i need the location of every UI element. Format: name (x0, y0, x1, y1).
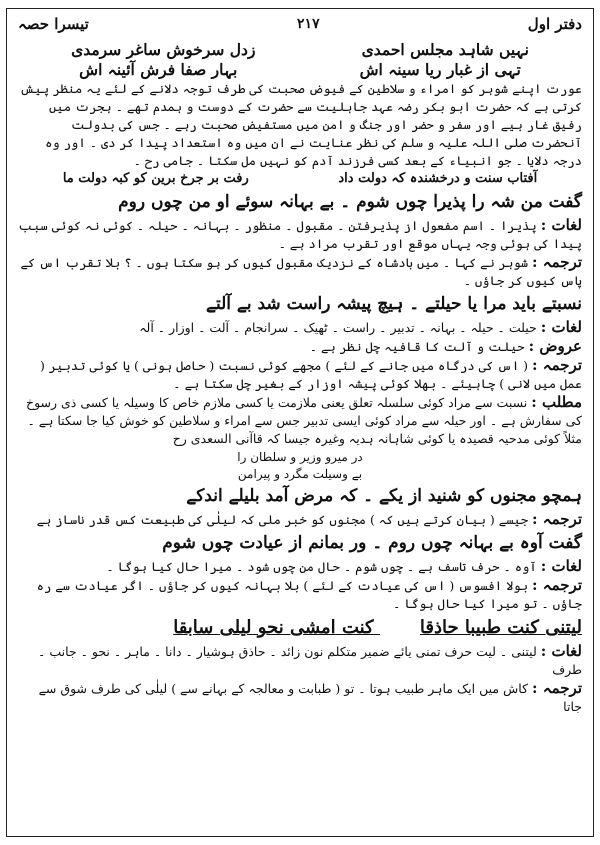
lughat-text: حیلت ۔ حیلہ ۔ بہانہ ۔ تدبیر ۔ راست ۔ ٹھیک ۔ سرانجام ۔ آلت ۔ اوزار ۔ آلہ (139, 320, 537, 335)
masnavi-verse: گفت من شہ را پذیرا چوں شوم ۔ بے بہانہ سوئے او من چوں روم (118, 192, 582, 212)
commentary-paragraph: عورت اپنے شوہر کو امراء و سلاطین کے فیوض صحبت کی طرف توجہ دلانے کے لئے یہ منظر پیش کرتی ہے کہ حضرت ابو بکر رضہ عہد جاہلیت سے حضرت کے دوست و ہمدم تھے ۔ ہجرت میں رفیق غار ہیے اور سفر و حضر اور جنگ و امن میں مستفیض صحبت رہے ۔ جس کی بدولت آنحضرت صلی اللہ علیہ و سلم کی نظر عنایت نے ان میں وہ استعداد پیدا کر دی ۔ اور وہ درجہ دلایا ۔ جو انبیاء کے بعد کسی فرزند آدم کو نہیں مل سکتا ۔ جامی رح ۔ (19, 81, 582, 168)
masnavi-verse: گفت آوہ بے بہانہ چوں روم ۔ ور بمانم از عیادت چوں شوم (162, 533, 582, 553)
masnavi-verse: نسبتے باید مرا یا حیلتے ۔ ہیچ پیشہ راست شد بے آلتے (205, 294, 582, 314)
tarjuma-text: کاش میں ایک ماہر طبیب ہوتا ۔ تو ( طبابت و معالجہ کے بہانے سے ) لیلٰی کی طرف شوق سے جاتا (38, 681, 582, 714)
tarjuma-label: ترجمہ : (532, 679, 582, 697)
matlab-label: مطلب : (531, 393, 582, 411)
lughat-label: لغات : (540, 318, 582, 336)
tarjuma-label: ترجمہ : (532, 510, 582, 528)
lughat-text: لیتنی ۔ لیت حرف تمنی یائے ضمیر متکلم نون زائد ۔ حاذق ہوشیار ۔ دانا ۔ ماہر ۔ نحو ۔ جانب ۔ طرف (38, 644, 582, 677)
arabic-verse-line: کنت امشی نحو لیلی سابقا (173, 617, 374, 638)
lughat-text: پذیرا ۔ اسم مفعول از پذیرفتن ۔ مقبول ۔ منظور ۔ بہانہ ۔ حیلہ ۔ کوئی نہ کوئی سبب پیدا کی ہوئی وجہ یہاں موقع اور تقرب مراد ہے ۔ (18, 218, 582, 251)
header-part-title: تیسرا حصہ (18, 15, 89, 33)
verse-line: رفت بر جرخ برین کو کبہ دولت ما (62, 171, 249, 186)
tarjuma-text: جیسے ( بیان کرتے ہیں کہ ) مجنوں کو خبر ملی کہ لیلٰی کی طبیعت کس قدر ناساز ہے (36, 512, 529, 527)
verse-couplet (18, 170, 582, 188)
verse-line: آفتاب سنت و درخشندہ کہ دولت داد (338, 171, 538, 186)
verse-couplet (18, 60, 582, 80)
verse-line: تہی از غبار ریا سینہ اش (359, 60, 521, 79)
masnavi-verse: ہمچو مجنوں کو شنید از یکے ۔ کہ مرض آمد بلیلے اندکے (186, 486, 582, 506)
page-header (18, 12, 582, 36)
tarjuma-label: ترجمہ : (532, 356, 582, 374)
matlab-text: نسبت سے مراد کوئی سلسلہ تعلق یعنی ملازمت یا کسی ملازم خاص کا وسیلہ یا کسی ذی رسوخ کی سفارش ہے ۔ اور حیلہ سے مراد کوئی ایسی تدبیر جس سے امراء و سلاطین کو خوش کیا جا سکتا ہے ۔ مثلاً کوئی مدحیہ قصیدہ یا کوئی شاہانہ ہدیہ وغیرہ جیسا کہ قاآنی السعدی رح (26, 395, 582, 446)
header-book-title: دفتر اول (527, 15, 582, 33)
aruz-text: حیلت و آلت کا قافیہ چل نظر ہے ۔ (309, 339, 525, 354)
verse-line: زدل سرخوش ساغر سرمدی (71, 40, 256, 59)
verse-couplet (18, 40, 582, 60)
page-body (18, 40, 582, 837)
lughat-label: لغات : (540, 642, 582, 660)
tarjuma-text: شوہر نے کہا ۔ میں بادشاہ کے نزدیک مقبول کیوں کر ہو سکتا ہوں ۔ ؟ بلا تقرب اس کے پاس کیوں کر جاؤں ۔ (20, 255, 582, 288)
verse-line: در میرو وزیر و سلطان را (237, 450, 363, 464)
verse-line: نہیں شاہد مجلس احمدی (361, 40, 529, 59)
tarjuma-label: ترجمہ : (532, 576, 582, 594)
verse-line: بے وسیلت مگرد و پیرامن (237, 467, 363, 481)
verse-line: بہار صفا فرش آئینہ اش (79, 60, 238, 79)
arabic-verse-line: لیتنی کنت طبیبا حاذقا (419, 617, 582, 638)
page-number: ۲۱۷ (297, 16, 320, 32)
lughat-label: لغات : (540, 557, 582, 575)
lughat-label: لغات : (540, 216, 582, 234)
tarjuma-text: ( اس کی درگاہ میں جانے کے لئے ) مجھے کوئی نسبت ( حاصل ہونی ) یا کوئی تدبیر ( عمل میں لانی ) چاہیئے ۔ بھلا کوئی پیشہ اوزار کے بغیر چل سکتا ہے ۔ (40, 358, 582, 391)
tarjuma-text: بولا افسوس ( اس کی عیادت کے لئے ) بلا بہانہ کیوں کر جاؤں ۔ اگر عیادت سے رہ جاؤں ۔ تو میرا کیا حال ہوگا ۔ (36, 578, 582, 611)
lughat-text: آوہ ۔ حرف تاسف ہے ۔ چوں شوم ۔ حال من چوں شود ۔ میرا حال کیا ہوگا ۔ (106, 559, 537, 574)
arabic-verse (18, 615, 582, 640)
aruz-label: عروض : (528, 337, 582, 355)
tarjuma-label: ترجمہ : (532, 253, 582, 271)
